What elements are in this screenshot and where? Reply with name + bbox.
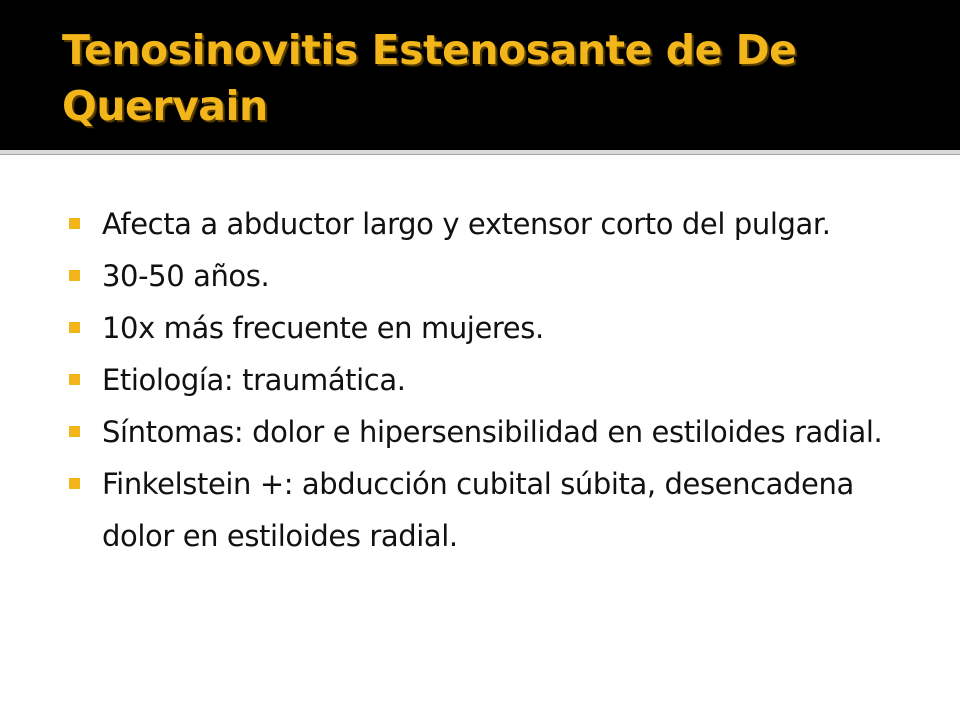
- square-bullet-icon: [69, 426, 80, 437]
- square-bullet-icon: [69, 478, 80, 489]
- bullet-item-edad: [66, 250, 926, 302]
- title-divider: [0, 150, 960, 155]
- bullet-text: Etiología: traumática.: [102, 363, 406, 397]
- bullet-item-finkelstein: [66, 458, 926, 562]
- bullet-item-frecuencia: [66, 302, 926, 354]
- bullet-text: 30-50 años.: [102, 259, 270, 293]
- bullet-list: [66, 198, 926, 562]
- square-bullet-icon: [69, 270, 80, 281]
- bullet-text: Afecta a abductor largo y extensor corto del pulgar.: [102, 207, 831, 241]
- square-bullet-icon: [69, 374, 80, 385]
- bullet-item-etiologia: [66, 354, 926, 406]
- square-bullet-icon: [69, 322, 80, 333]
- bullet-text: Síntomas: dolor e hipersensibilidad en estiloides radial.: [102, 415, 883, 449]
- title-bar: [0, 0, 960, 150]
- slide-title: Tenosinovitis Estenosante de De Quervain: [62, 26, 797, 130]
- bullet-text: 10x más frecuente en mujeres.: [102, 311, 544, 345]
- bullet-item-abductor: [66, 198, 926, 250]
- bullet-item-sintomas: [66, 406, 926, 458]
- bullet-text: Finkelstein +: abducción cubital súbita, desencadena dolor en estiloides radial.: [102, 467, 854, 553]
- square-bullet-icon: [69, 218, 80, 229]
